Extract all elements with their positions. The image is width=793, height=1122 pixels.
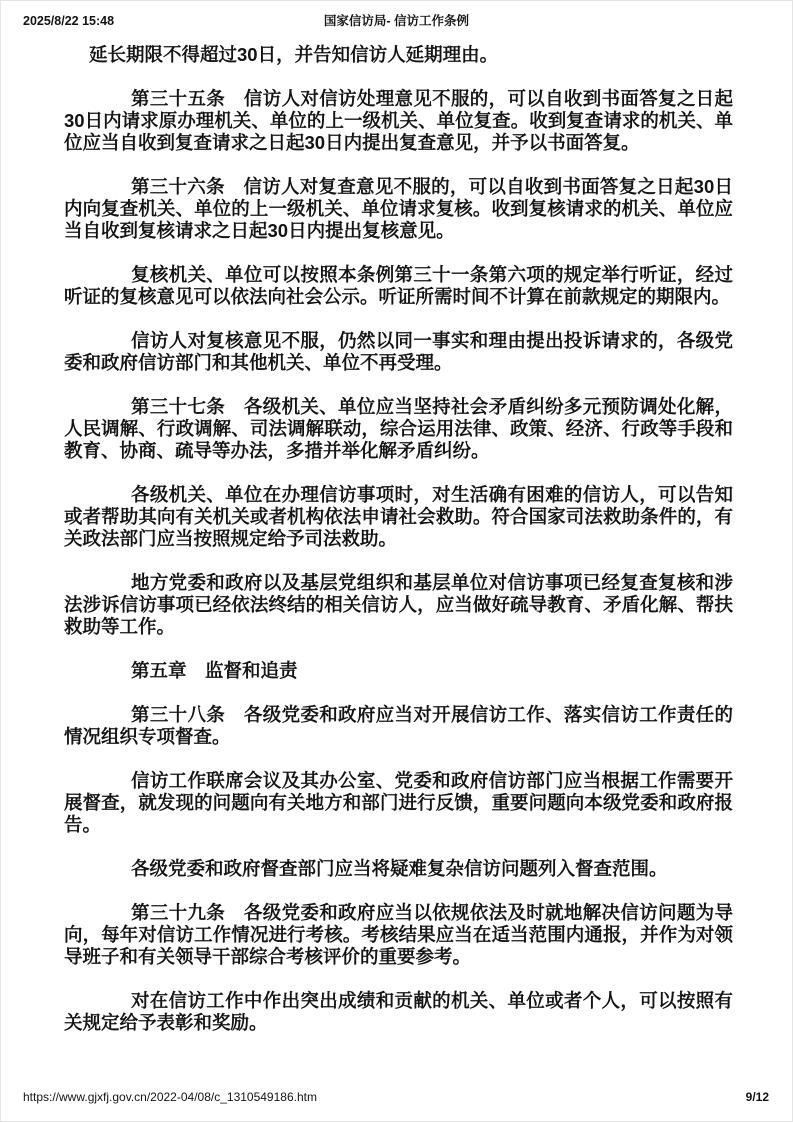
- document-paragraph: 对在信访工作中作出突出成绩和贡献的机关、单位或者个人，可以按照有关规定给予表彰和奖励。: [64, 990, 733, 1033]
- document-paragraph: 信访人对复核意见不服，仍然以同一事实和理由提出投诉请求的，各级党委和政府信访部门和其他机关、单位不再受理。: [64, 330, 733, 373]
- page-number: 9/12: [745, 1090, 769, 1104]
- document-body: [64, 44, 733, 1056]
- document-paragraph: 复核机关、单位可以按照本条例第三十一条第六项的规定举行听证，经过听证的复核意见可以依法向社会公示。听证所需时间不计算在前款规定的期限内。: [64, 264, 733, 307]
- print-datetime: 2025/8/22 15:48: [23, 14, 115, 28]
- document-paragraph: 各级机关、单位在办理信访事项时，对生活确有困难的信访人，可以告知或者帮助其向有关机关或者机构依法申请社会救助。符合国家司法救助条件的，有关政法部门应当按照规定给予司法救助。: [64, 484, 733, 549]
- chapter-heading: 第五章 监督和追责: [131, 660, 298, 681]
- print-document-title: 国家信访局- 信访工作条例: [323, 14, 470, 28]
- print-footer: [23, 1090, 769, 1105]
- document-paragraph: 第三十五条 信访人对信访处理意见不服的，可以自收到书面答复之日起30日内请求原办理机关、单位的上一级机关、单位复查。收到复查请求的机关、单位应当自收到复查请求之日起30日内提出复查意见，并予以书面答复。: [64, 88, 733, 153]
- document-paragraph: 各级党委和政府督查部门应当将疑难复杂信访问题列入督查范围。: [131, 858, 668, 879]
- document-paragraph: 信访工作联席会议及其办公室、党委和政府信访部门应当根据工作需要开展督查，就发现的问题向有关地方和部门进行反馈，重要问题向本级党委和政府报告。: [64, 770, 733, 835]
- document-paragraph: 第三十六条 信访人对复查意见不服的，可以自收到书面答复之日起30日内向复查机关、单位的上一级机关、单位请求复核。收到复核请求的机关、单位应当自收到复核请求之日起30日内提出复核意见。: [64, 176, 733, 241]
- source-url: https://www.gjxfj.gov.cn/2022-04/08/c_1310549186.htm: [23, 1090, 317, 1104]
- document-paragraph: 地方党委和政府以及基层党组织和基层单位对信访事项已经复查复核和涉法涉诉信访事项已经依法终结的相关信访人，应当做好疏导教育、矛盾化解、帮扶救助等工作。: [64, 572, 733, 637]
- document-paragraph: 第三十七条 各级机关、单位应当坚持社会矛盾纠纷多元预防调处化解，人民调解、行政调解、司法调解联动，综合运用法律、政策、经济、行政等手段和教育、协商、疏导等办法，多措并举化解矛盾纠纷。: [64, 396, 733, 461]
- document-paragraph: 延长期限不得超过30日，并告知信访人延期理由。: [89, 44, 499, 65]
- document-paragraph: 第三十八条 各级党委和政府应当对开展信访工作、落实信访工作责任的情况组织专项督查。: [64, 704, 733, 747]
- document-paragraph: 第三十九条 各级党委和政府应当以依规依法及时就地解决信访问题为导向，每年对信访工作情况进行考核。考核结果应当在适当范围内通报，并作为对领导班子和有关领导干部综合考核评价的重要参考。: [64, 902, 733, 967]
- print-header: [23, 13, 770, 29]
